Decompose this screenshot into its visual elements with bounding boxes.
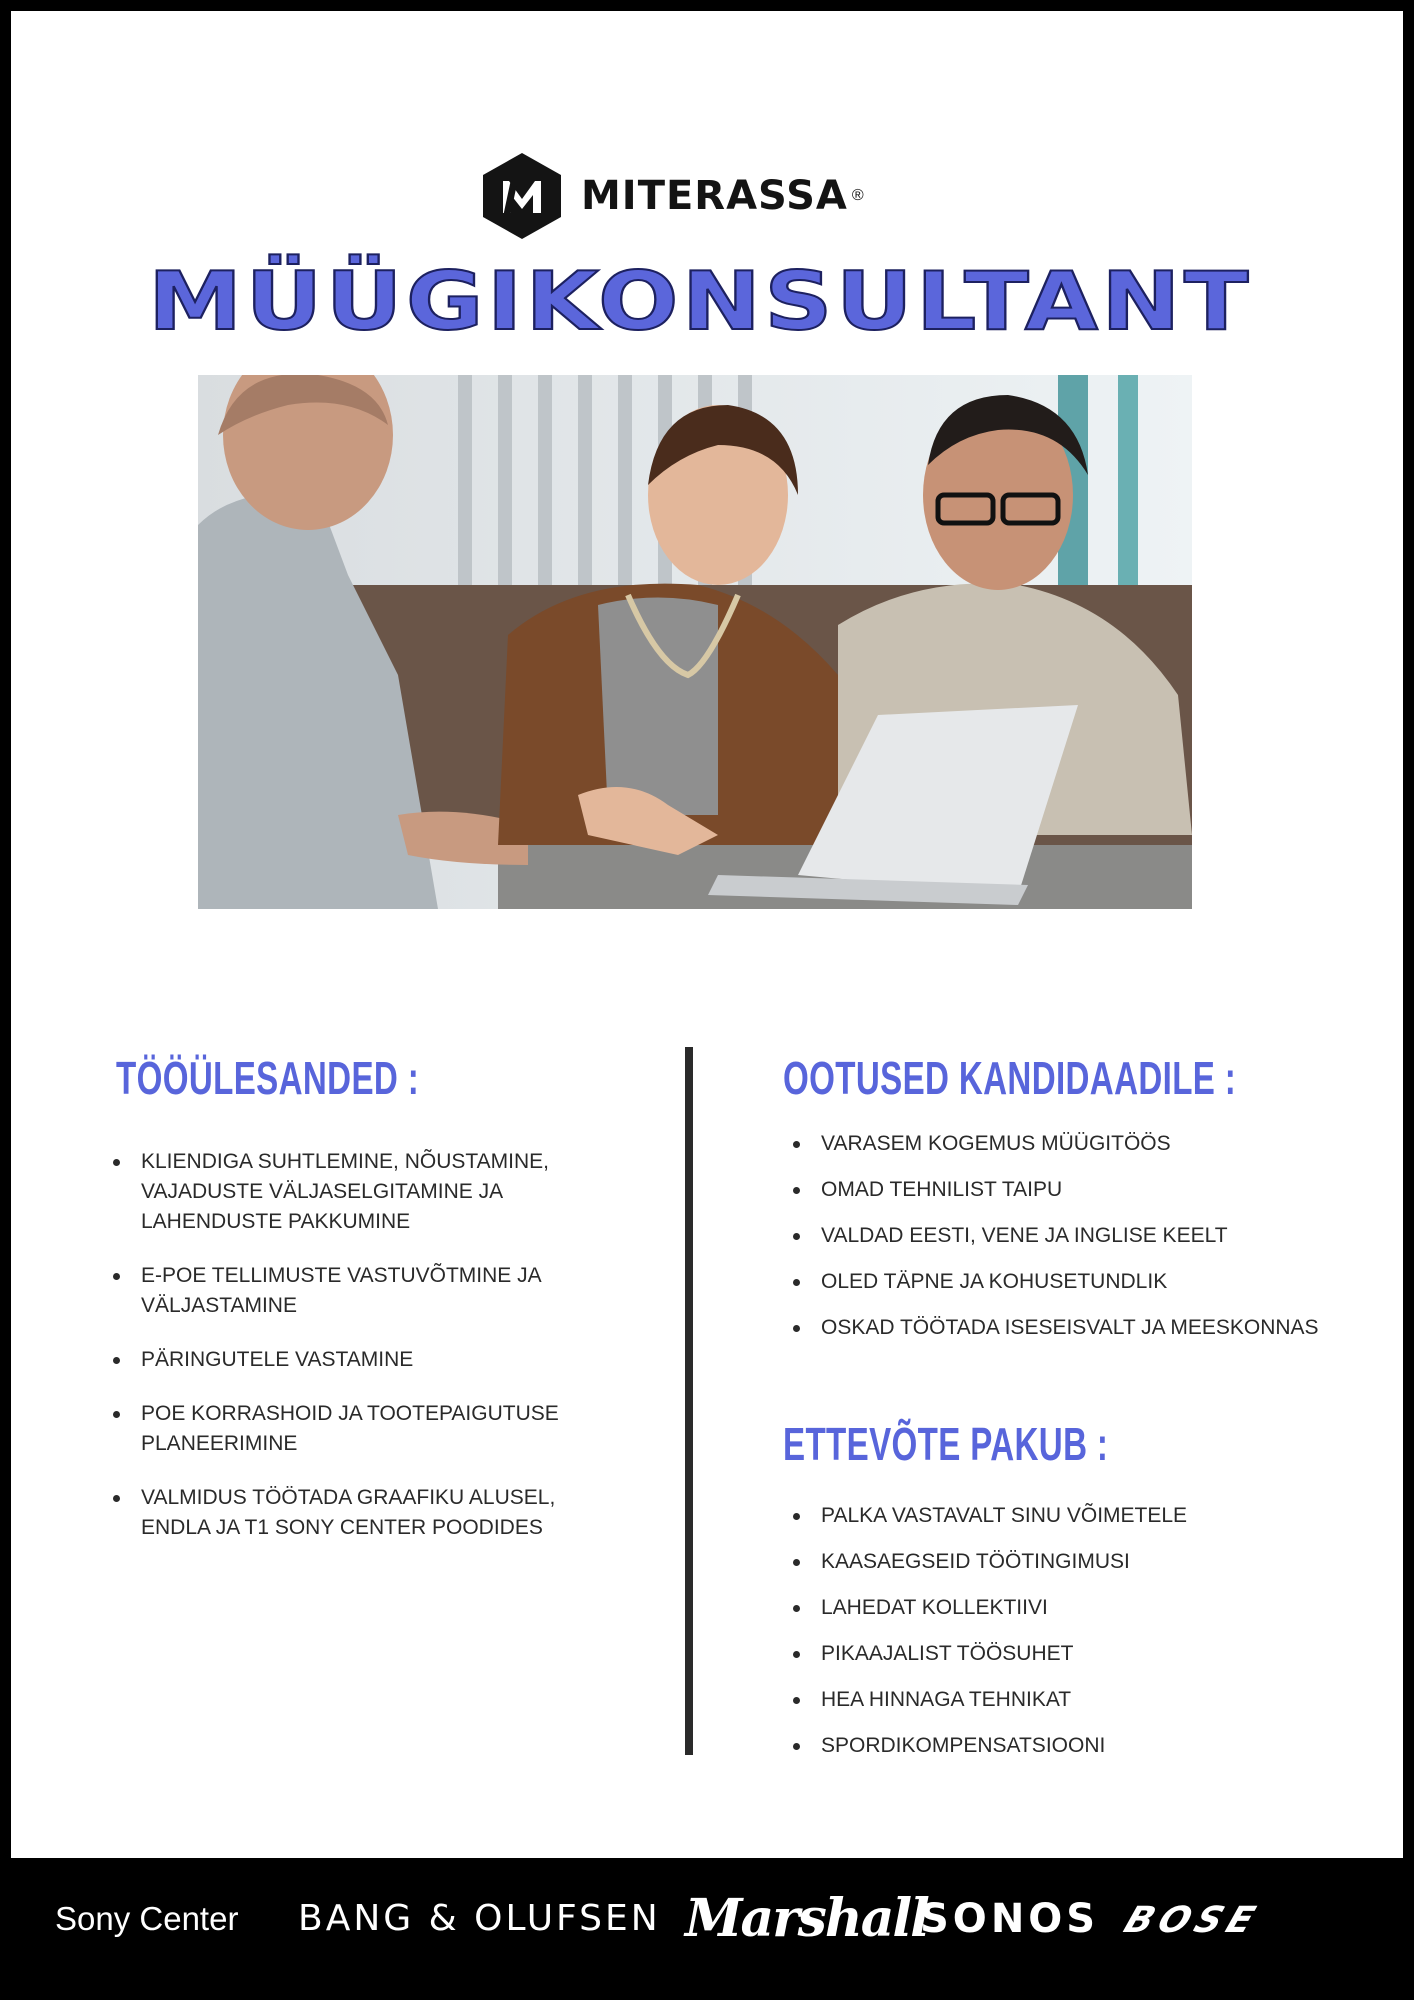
miterassa-logo [481,151,864,241]
bose-logo: BOSE [1118,1900,1267,1941]
registered-mark: ® [851,187,864,204]
list-item: OMAD TEHNILIST TAIPU [793,1175,1393,1205]
list-item: POE KORRASHOID JA TOOTEPAIGUTUSE PLANEERIMINE [113,1399,653,1459]
job-poster [11,11,1403,1858]
column-divider [685,1047,693,1755]
list-item: VARASEM KOGEMUS MÜÜGITÖÖS [793,1129,1393,1159]
list-item: OSKAD TÖÖTADA ISESEISVALT JA MEESKONNAS [793,1313,1393,1343]
list-item: OLED TÄPNE JA KOHUSETUNDLIK [793,1267,1393,1297]
list-item: LAHEDAT KOLLEKTIIVI [793,1593,1393,1623]
job-title: MÜÜGIKONSULTANT [148,255,1252,348]
offers-heading: ETTEVÕTE PAKUB : [783,1418,1109,1470]
list-item: SPORDIKOMPENSATSIOONI [793,1731,1393,1761]
expectations-list [793,1129,1393,1359]
sony-center-logo: Sony Center [55,1900,239,1937]
list-item: PALKA VASTAVALT SINU VÕIMETELE [793,1501,1393,1531]
list-item: VALDAD EESTI, VENE JA INGLISE KEELT [793,1221,1393,1251]
list-item: VALMIDUS TÖÖTADA GRAAFIKU ALUSEL, ENDLA JA T1 SONY CENTER POODIDES [113,1483,653,1543]
tasks-list [113,1147,653,1567]
marshall-logo: Marshall [685,1888,928,1949]
logo-wordmark: MITERASSA [581,173,848,219]
list-item: PIKAAJALIST TÖÖSUHET [793,1639,1393,1669]
expectations-heading: OOTUSED KANDIDAADILE : [783,1052,1237,1104]
tasks-heading: TÖÖÜLESANDED : [116,1052,420,1104]
list-item: KLIENDIGA SUHTLEMINE, NÕUSTAMINE, VAJADUSTE VÄLJASELGITAMINE JA LAHENDUSTE PAKKUMINE [113,1147,653,1237]
offers-list [793,1501,1393,1777]
list-item: E-POE TELLIMUSTE VASTUVÕTMINE JA VÄLJASTAMINE [113,1261,653,1321]
team-meeting-photo [198,375,1192,909]
sonos-logo: SONOS [920,1896,1100,1942]
list-item: HEA HINNAGA TEHNIKAT [793,1685,1393,1715]
bang-olufsen-logo: BANG & OLUFSEN [298,1898,661,1939]
list-item: KAASAEGSEID TÖÖTINGIMUSI [793,1547,1393,1577]
list-item: PÄRINGUTELE VASTAMINE [113,1345,653,1375]
miterassa-hexagon-icon [481,151,563,241]
